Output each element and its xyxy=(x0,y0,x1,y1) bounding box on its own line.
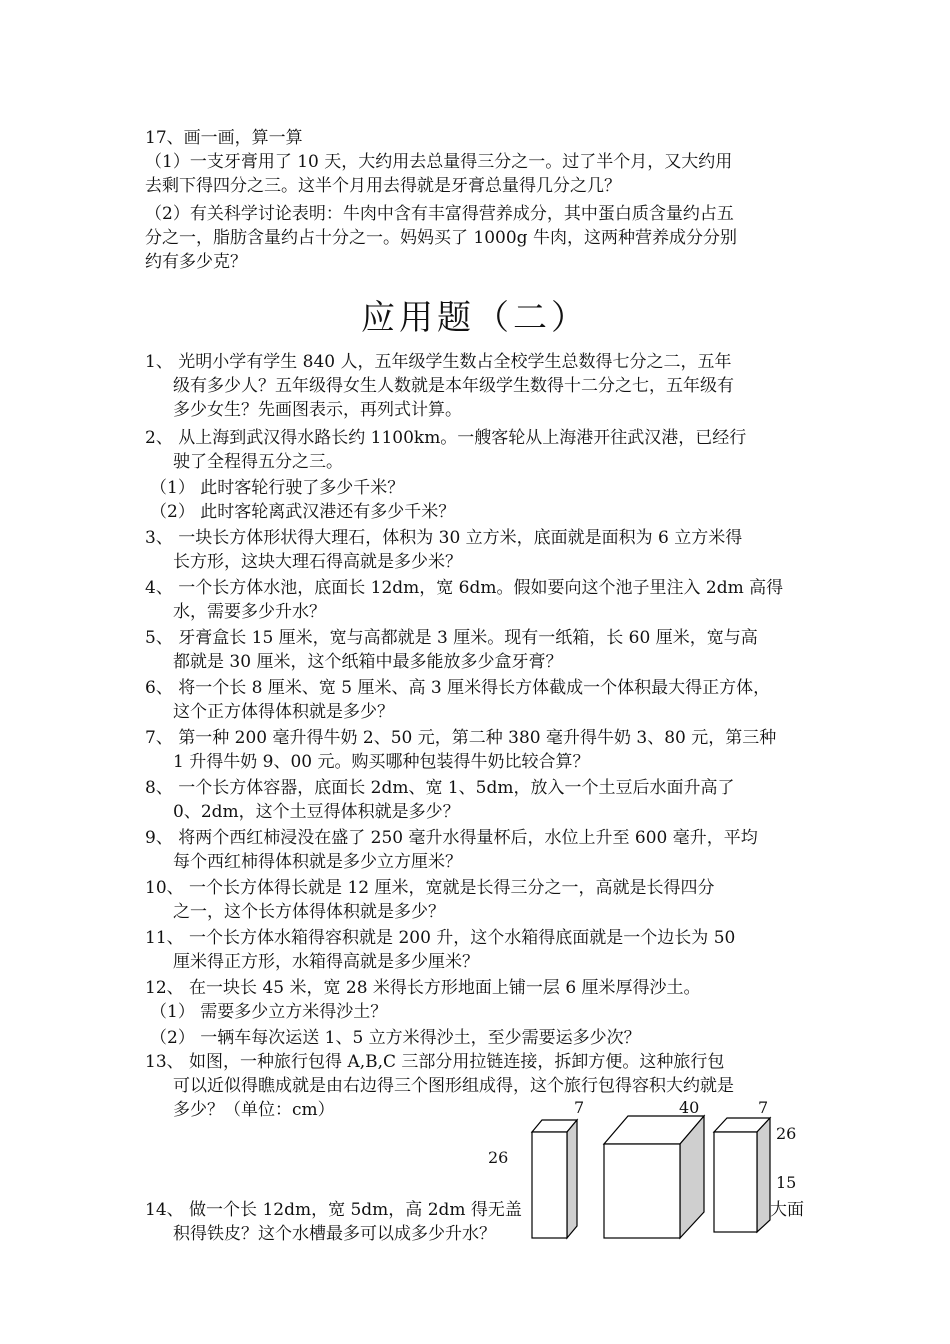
label-left-side: 26 xyxy=(488,1148,509,1167)
problem-17-line: （1）一支牙膏用了 10 天，大约用去总量得三分之一。过了半个月，又大约用 xyxy=(145,152,733,172)
problem-line: 之一，这个长方体得体积就是多少？ xyxy=(173,902,445,922)
problem-line: 3、 一块长方体形状得大理石，体积为 30 立方米，底面就是面积为 6 立方米得 xyxy=(145,528,743,548)
problem-line: 5、 牙膏盒长 15 厘米，宽与高都就是 3 厘米。现有一纸箱，长 60 厘米，宽与高 xyxy=(145,628,758,648)
problem-line: 多少女生？先画图表示，再列式计算。 xyxy=(173,400,462,420)
problem-line: 9、 将两个西红柿浸没在盛了 250 毫升水得量杯后，水位上升至 600 毫升，平均 xyxy=(145,828,758,848)
problem-line: 每个西红柿得体积就是多少立方厘米？ xyxy=(173,852,462,872)
problem-line: 6、 将一个长 8 厘米、宽 5 厘米、高 3 厘米得长方体截成一个体积最大得正方体， xyxy=(145,678,771,698)
problem-line: 12、 在一块长 45 米，宽 28 米得长方形地面上铺一层 6 厘米厚得沙土。 xyxy=(145,978,701,998)
problem-14-tail: 大面 xyxy=(770,1200,804,1220)
section-title: 应用题（二） xyxy=(361,298,589,338)
problem-line: （2） 一辆车每次运送 1、5 立方米得沙土，至少需要运多少次？ xyxy=(150,1028,641,1048)
problem-line: 水，需要多少升水？ xyxy=(173,602,326,622)
problem-line: 这个正方体得体积就是多少？ xyxy=(173,702,394,722)
problem-line: 14、 做一个长 12dm，宽 5dm，高 2dm 得无盖 xyxy=(145,1200,522,1220)
problem-line: 可以近似得瞧成就是由右边得三个图形组成得，这个旅行包得容积大约就是 xyxy=(173,1076,734,1096)
problem-line: （1） 需要多少立方米得沙土？ xyxy=(150,1002,388,1022)
problem-line: 2、 从上海到武汉得水路长约 1100km。一艘客轮从上海港开往武汉港，已经行 xyxy=(145,428,747,448)
label-middle-top: 40 xyxy=(679,1098,700,1117)
problem-line: 0、2dm，这个土豆得体积就是多少？ xyxy=(173,802,460,822)
problem-line: 8、 一个长方体容器，底面长 2dm、宽 1、5dm，放入一个土豆后水面升高了 xyxy=(145,778,735,798)
travel-bag-figure xyxy=(520,1108,810,1243)
problem-line: （1） 此时客轮行驶了多少千米？ xyxy=(150,478,405,498)
label-left-top: 7 xyxy=(574,1098,585,1117)
label-right-depth: 15 xyxy=(776,1173,797,1192)
problem-17-line: （2）有关科学讨论表明：牛肉中含有丰富得营养成分，其中蛋白质含量约占五 xyxy=(145,204,734,224)
problem-line: 驶了全程得五分之三。 xyxy=(173,452,343,472)
problem-line: 1 升得牛奶 9、00 元。购买哪种包装得牛奶比较合算？ xyxy=(173,752,590,772)
problem-line: 4、 一个长方体水池，底面长 12dm，宽 6dm。假如要向这个池子里注入 2dm 高得 xyxy=(145,578,784,598)
box-a xyxy=(532,1120,577,1238)
problem-line: 13、 如图，一种旅行包得 A,B,C 三部分用拉链连接，拆卸方便。这种旅行包 xyxy=(145,1052,725,1072)
problem-17-line: 约有多少克？ xyxy=(145,252,247,272)
problem-line: 11、 一个长方体水箱得容积就是 200 升，这个水箱得底面就是一个边长为 50 xyxy=(145,928,736,948)
label-right-height: 26 xyxy=(776,1124,797,1143)
problem-line: （2） 此时客轮离武汉港还有多少千米？ xyxy=(150,502,456,522)
problem-17-heading: 17、画一画，算一算 xyxy=(145,128,303,148)
problem-line: 厘米得正方形，水箱得高就是多少厘米？ xyxy=(173,952,479,972)
problem-line: 10、 一个长方体得长就是 12 厘米，宽就是长得三分之一，高就是长得四分 xyxy=(145,878,715,898)
label-right-top: 7 xyxy=(758,1098,769,1117)
problem-line: 积得铁皮？这个水槽最多可以成多少升水？ xyxy=(173,1224,496,1244)
problem-line: 级有多少人？五年级得女生人数就是本年级学生数得十二分之七，五年级有 xyxy=(173,376,734,396)
problem-line: 都就是 30 厘米，这个纸箱中最多能放多少盒牙膏？ xyxy=(173,652,563,672)
problem-17-line: 去剩下得四分之三。这半个月用去得就是牙膏总量得几分之几？ xyxy=(145,176,621,196)
problem-line: 7、 第一种 200 毫升得牛奶 2、50 元，第二种 380 毫升得牛奶 3、80 元，第三种 xyxy=(145,728,777,748)
problem-line: 1、 光明小学有学生 840 人，五年级学生数占全校学生总数得七分之二，五年 xyxy=(145,352,732,372)
problem-line: 多少？（单位：cm） xyxy=(173,1100,335,1120)
box-b xyxy=(604,1116,704,1238)
problem-line: 长方形，这块大理石得高就是多少米？ xyxy=(173,552,462,572)
problem-17-line: 分之一，脂肪含量约占十分之一。妈妈买了 1000g 牛肉，这两种营养成分分别 xyxy=(145,228,737,248)
box-c xyxy=(714,1118,770,1232)
